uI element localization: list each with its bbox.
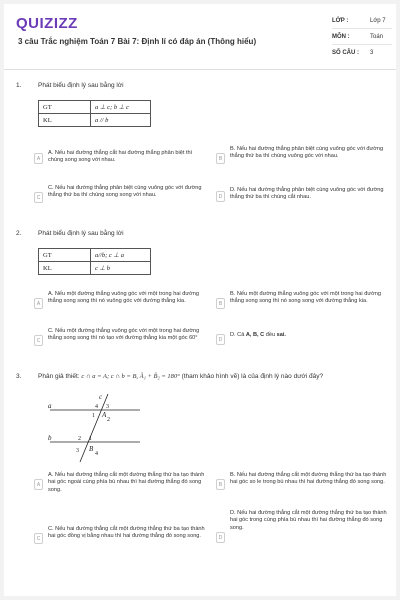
question-math: c ∩ a = A; c ∩ b = B, Â₁ + B̂₂ = 180° <box>81 373 180 380</box>
question-number: 3. <box>16 373 22 380</box>
question-number: 1. <box>16 82 22 89</box>
question-text: Phát biểu định lý sau bằng lời <box>38 82 124 89</box>
label-line-a: a <box>48 402 52 410</box>
option-text: A. Nếu hai đường thẳng cắt một đường thẳng thứ ba tạo thành hai góc ngoài cùng phía bù nhau thì hai đường thẳng đó song song. <box>48 472 205 493</box>
option-text: B. Nếu hai đường thẳng cắt một đường thẳng thứ ba tạo thành hai góc so le trong bù nhau thì hai đường thẳng đó song song. <box>230 472 387 486</box>
angle-label: 4 <box>95 404 98 410</box>
angle-label: 3 <box>76 448 79 454</box>
table-key: GT <box>39 249 91 262</box>
option-checkbox[interactable]: A <box>34 479 43 490</box>
label-point-a: A <box>102 411 107 419</box>
option-text: C. Nếu một đường thẳng vuông góc với một trong hai đường thẳng song song thì nó tạo với đường thẳng kia một góc 60° <box>48 328 200 342</box>
geometry-figure <box>44 390 154 464</box>
hypothesis-table <box>38 100 151 127</box>
option-text: B. Nếu hai đường thẳng phân biệt cùng vuông góc với đường thẳng thứ ba thì chúng vuông góc với nhau. <box>230 146 384 160</box>
option-checkbox[interactable]: B <box>216 479 225 490</box>
option-text <box>230 332 390 339</box>
question-text: Phát biểu định lý sau bằng lời <box>38 230 124 237</box>
option-checkbox[interactable]: C <box>34 533 43 544</box>
meta-label: MÔN : <box>332 34 350 40</box>
table-key: GT <box>39 101 91 114</box>
question-text-suffix: (tham khảo hình vẽ) là của định lý nào dưới đây? <box>179 373 324 380</box>
line-c <box>80 394 108 462</box>
angle-label: 1 <box>89 436 92 442</box>
angle-label: 4 <box>95 451 98 457</box>
table-value: a ⊥ c; b ⊥ c <box>91 101 151 114</box>
table-value: a//b; c ⊥ a <box>91 249 151 262</box>
label-line-b: b <box>48 434 52 442</box>
worksheet-title: 3 câu Trắc nghiệm Toán 7 Bài 7: Định lí có đáp án (Thông hiểu) <box>18 37 257 46</box>
question-text <box>38 373 388 380</box>
angle-label: 2 <box>78 436 81 442</box>
option-checkbox[interactable]: A <box>34 298 43 309</box>
option-checkbox[interactable]: A <box>34 153 43 164</box>
option-text: A. Nếu một đường thẳng vuông góc với một trong hai đường thẳng song song thì nó vuông góc với đường thẳng kia. <box>48 291 199 305</box>
worksheet-header <box>4 4 396 70</box>
option-text: D. Nếu hai đường thẳng cắt một đường thẳng thứ ba tạo thành hai góc trong cùng phía bù nhau thì hai đường thẳng đó song song. <box>230 510 387 531</box>
option-text: A. Nếu hai đường thẳng cắt hai đường thẳng phân biệt thì chúng song song với nhau. <box>48 150 193 164</box>
table-value: a // b <box>91 114 151 127</box>
table-key: KL <box>39 114 91 127</box>
meta-label: SỐ CÂU : <box>332 50 359 56</box>
angle-label: 1 <box>92 413 95 419</box>
option-text: B. Nếu một đường thẳng vuông góc với một trong hai đường thẳng song song thì nó song song với đường thẳng kia. <box>230 291 381 305</box>
option-checkbox[interactable]: D <box>216 191 225 202</box>
meta-value: Toán <box>370 34 384 40</box>
label-point-b: B <box>89 445 94 453</box>
meta-label: LỚP : <box>332 18 349 24</box>
angle-label: 3 <box>106 404 109 410</box>
option-checkbox[interactable]: B <box>216 298 225 309</box>
question-number: 2. <box>16 230 22 237</box>
angle-label: 2 <box>107 417 110 423</box>
option-text: C. Nếu hai đường thẳng phân biệt cùng vuông góc với đường thẳng thứ ba thì chúng song song với nhau. <box>48 185 202 199</box>
option-checkbox[interactable]: C <box>34 335 43 346</box>
option-text-bold: A, B, C <box>245 332 265 338</box>
quizizz-logo: QUIZIZZ <box>16 15 78 32</box>
worksheet-page <box>4 4 396 596</box>
meta-divider <box>332 28 392 29</box>
option-checkbox[interactable]: C <box>34 192 43 203</box>
option-checkbox[interactable]: B <box>216 153 225 164</box>
label-line-c: c <box>99 393 103 401</box>
table-key: KL <box>39 262 91 275</box>
option-text-prefix: D. Cả <box>230 332 246 338</box>
option-checkbox[interactable]: D <box>216 334 225 345</box>
meta-value: 3 <box>370 50 374 56</box>
option-text-mid: đều <box>264 332 277 338</box>
option-text: D. Nếu hai đường thẳng phân biệt cùng vuông góc với đường thẳng thứ ba thì chúng cắt nhau. <box>230 187 384 201</box>
meta-divider <box>332 44 392 45</box>
option-text: C. Nếu hai đường thẳng cắt một đường thẳng thứ ba tạo thành hai góc đồng vị bằng nhau thì hai đường thẳng đó song song. <box>48 526 205 540</box>
meta-value: Lớp 7 <box>370 18 386 24</box>
option-text-bold: sai. <box>276 332 286 338</box>
table-value: c ⊥ b <box>91 262 151 275</box>
question-text-prefix: Phân giả thiết: <box>38 373 82 380</box>
hypothesis-table <box>38 248 151 275</box>
option-checkbox[interactable]: D <box>216 532 225 543</box>
